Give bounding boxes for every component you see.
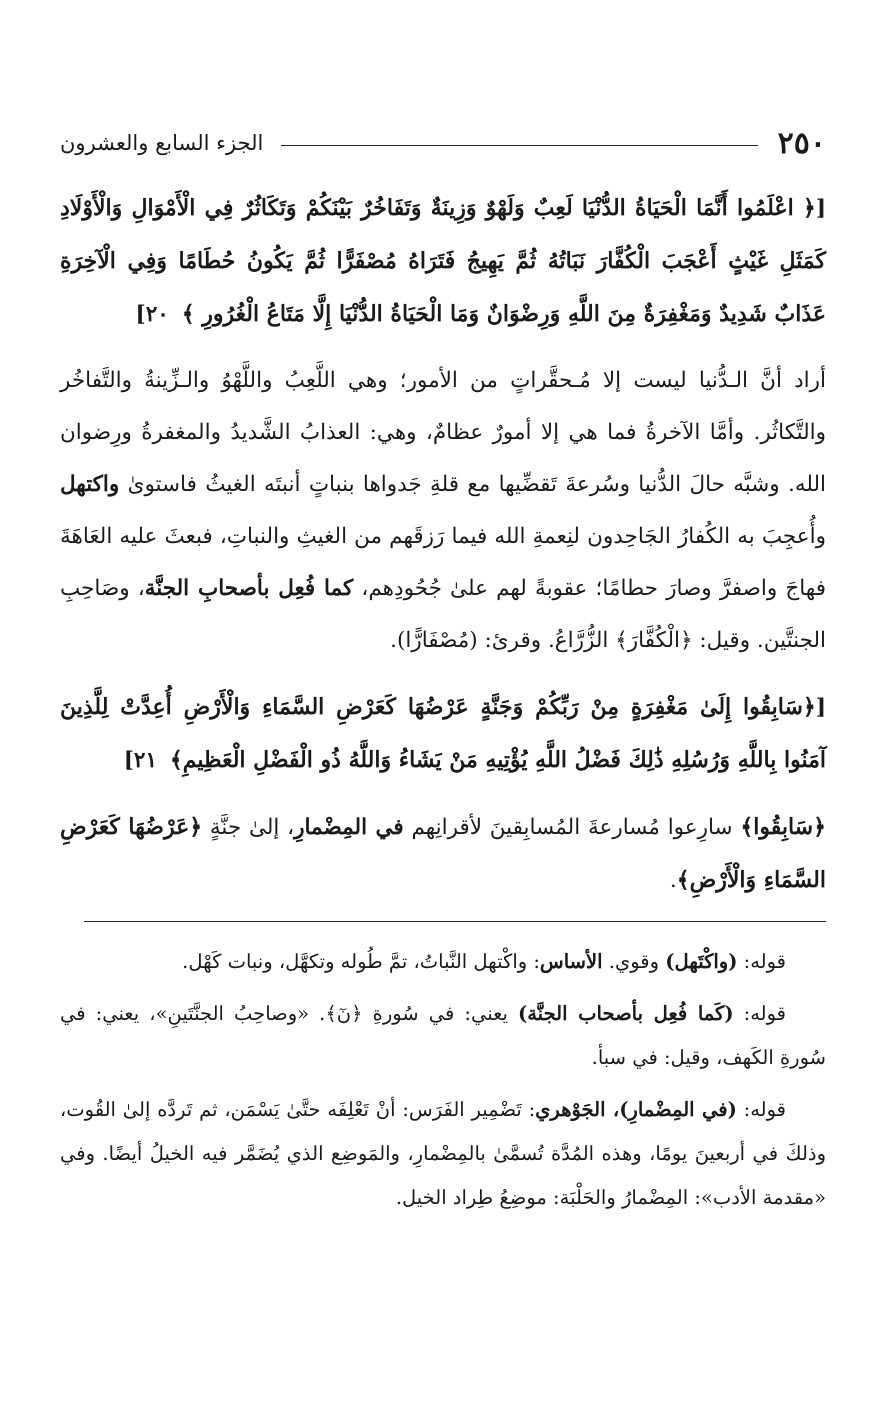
verse-open-bracket: [ [815,196,826,221]
verse-text: ﴿سَابِقُوا إِلَىٰ مَغْفِرَةٍ مِنْ رَبِّكُمْ وَجَنَّةٍ عَرْضُهَا كَعَرْضِ السَّمَاءِ وَالْأَرْضِ أُعِدَّتْ لِلَّذِينَ آمَنُوا بِاللَّهِ وَرُسُلِهِ ذَٰلِكَ فَضْلُ اللَّهِ يُؤْتِيهِ مَنْ يَشَاءُ وَاللَّهُ ذُو الْفَضْلِ الْعَظِيمِ﴾ [60,694,826,773]
footnotes [60,940,826,1220]
footnote [60,940,826,984]
commentary-text: ، إلىٰ جنَّةٍ [202,815,295,840]
verse-text: ﴿ اعْلَمُوا أَنَّمَا الْحَيَاةُ الدُّنْيَا لَعِبٌ وَلَهْوٌ وَزِينَةٌ وَتَفَاخُرٌ بَيْنَكُمْ وَتَكَاثُرٌ فِي الْأَمْوَالِ وَالْأَوْلَادِ كَمَثَلِ غَيْثٍ أَعْجَبَ الْكُفَّارَ نَبَاتُهُ ثُمَّ يَهِيجُ فَتَرَاهُ مُصْفَرًّا ثُمَّ يَكُونُ حُطَامًا وَفِي الْآخِرَةِ عَذَابٌ شَدِيدٌ وَمَغْفِرَةٌ مِنَ اللَّهِ وَرِضْوَانٌ وَمَا الْحَيَاةُ الدُّنْيَا إِلَّا مَتَاعُ الْغُرُورِ ﴾ [60,195,826,327]
book-page [60,118,826,1228]
footnote [60,992,826,1080]
footnote-prefix: قوله: [737,950,786,973]
footnote-text: : تَضْمِير الفَرَس: أنْ تَعْلِفَه حتَّىٰ يَسْمَن، ثم تَردَّه إلىٰ القُوت، وذلكَ في أربعينَ يومًا، وهذه المُدَّة تُسمَّىٰ بالمِضْمارِ، والمَوضِع الذي يُضَمَّر فيه الخيلُ أيضًا. وفي «مقدمة الأدب»: المِضْمارُ والحَلْبَة: موضِعُ طِراد الخيل. [60,1098,826,1209]
running-title: الجزء السابع والعشرون [60,131,264,155]
page-header [60,118,826,168]
footnote-text: يعني: في سُورةِ ﴿نٓ﴾. «وصاحِبُ الجنَّتَينِ»، يعني: في سُورةِ الكَهف، وقيل: في سبأ. [60,1002,826,1069]
footnote [60,1088,826,1220]
verse-20 [60,182,826,341]
verse-number: ٢١ [133,748,158,773]
verse-open-bracket: [ [815,695,826,720]
commentary-21 [60,801,826,907]
footnote-prefix: قوله: [733,1002,787,1025]
verse-21 [60,681,826,787]
commentary-text: أراد أنَّ الـدُّنيا ليست إلا مُـحقَّراتٍ من الأمور؛ وهي اللَّعِبُ واللَّهْوُ والـزِّينةُ والتَّفاخُر والتَّكاثُر. وأمَّا الآخرةُ فما هي إلا أمورٌ عظامٌ، وهي: العذابُ الشَّديدُ والمغفرةُ ورِضوان الله. وشبَّه حالَ الدُّنيا وسُرعةَ تَقضِّيها مع قلةِ جَدواها بنباتٍ أنبتَه الغيثُ فاستوىٰ [60,368,826,497]
commentary-bold-term: كما فُعِل بأصحابِ الجنَّة [144,576,354,601]
commentary-text: . [669,868,677,893]
verse-number: ٢٠ [145,302,169,327]
commentary-text: سارِعوا مُسارعةَ المُسابِقينَ لأقرانِهم [403,815,741,840]
quran-quote: ﴿سَابِقُوا﴾ [740,814,826,840]
quran-quote: ﴿عَرْضُهَا كَعَرْضِ السَّمَاءِ وَالْأَرْضِ﴾ [60,814,826,893]
verse-close-bracket: ] [135,302,146,327]
commentary-text: ، وصَاحِبِ الجنتَّين. وقيل: ﴿الْكُفَّارَ﴾ الزُّرَّاعُ. وقرئ: (مُصْفَارًّا). [60,576,826,653]
footnote-bold-term: (كَما فُعِل بأصحاب الجنَّة) [518,1002,734,1025]
footnote-bold-term: (في المِضْمارِ)، الجَوْهري [535,1098,737,1121]
footnote-prefix: قوله: [736,1098,786,1121]
page-number: ٢٥٠ [777,125,826,161]
commentary-bold-term: في المِضْمارِ [294,815,404,840]
commentary-text: وأُعجِبَ به الكُفارُ الجَاحِدون لنِعمةِ الله فيما رَزقَهم من الغيثِ والنباتِ، فبعثَ عليه العَاهَةَ فهاجَ واصفرَّ وصارَ حطامًا؛ عقوبةً لهم علىٰ جُحُودِهم، [60,524,826,601]
main-text [60,182,826,907]
footnote-text: : واكْتهل النَّباتُ، تمَّ طُوله وتكهَّل، ونبات كَهْل. [182,950,540,973]
footnote-text: وقوي. [602,950,666,973]
verse-close-bracket: ] [123,748,134,773]
footnote-separator [84,921,826,922]
commentary-20 [60,355,826,667]
footnote-bold-term: الأساس [539,950,603,973]
commentary-bold-term: واكتهل [60,472,120,497]
footnote-bold-term: (واكْتَهل) [665,950,738,973]
header-rule [281,145,757,146]
